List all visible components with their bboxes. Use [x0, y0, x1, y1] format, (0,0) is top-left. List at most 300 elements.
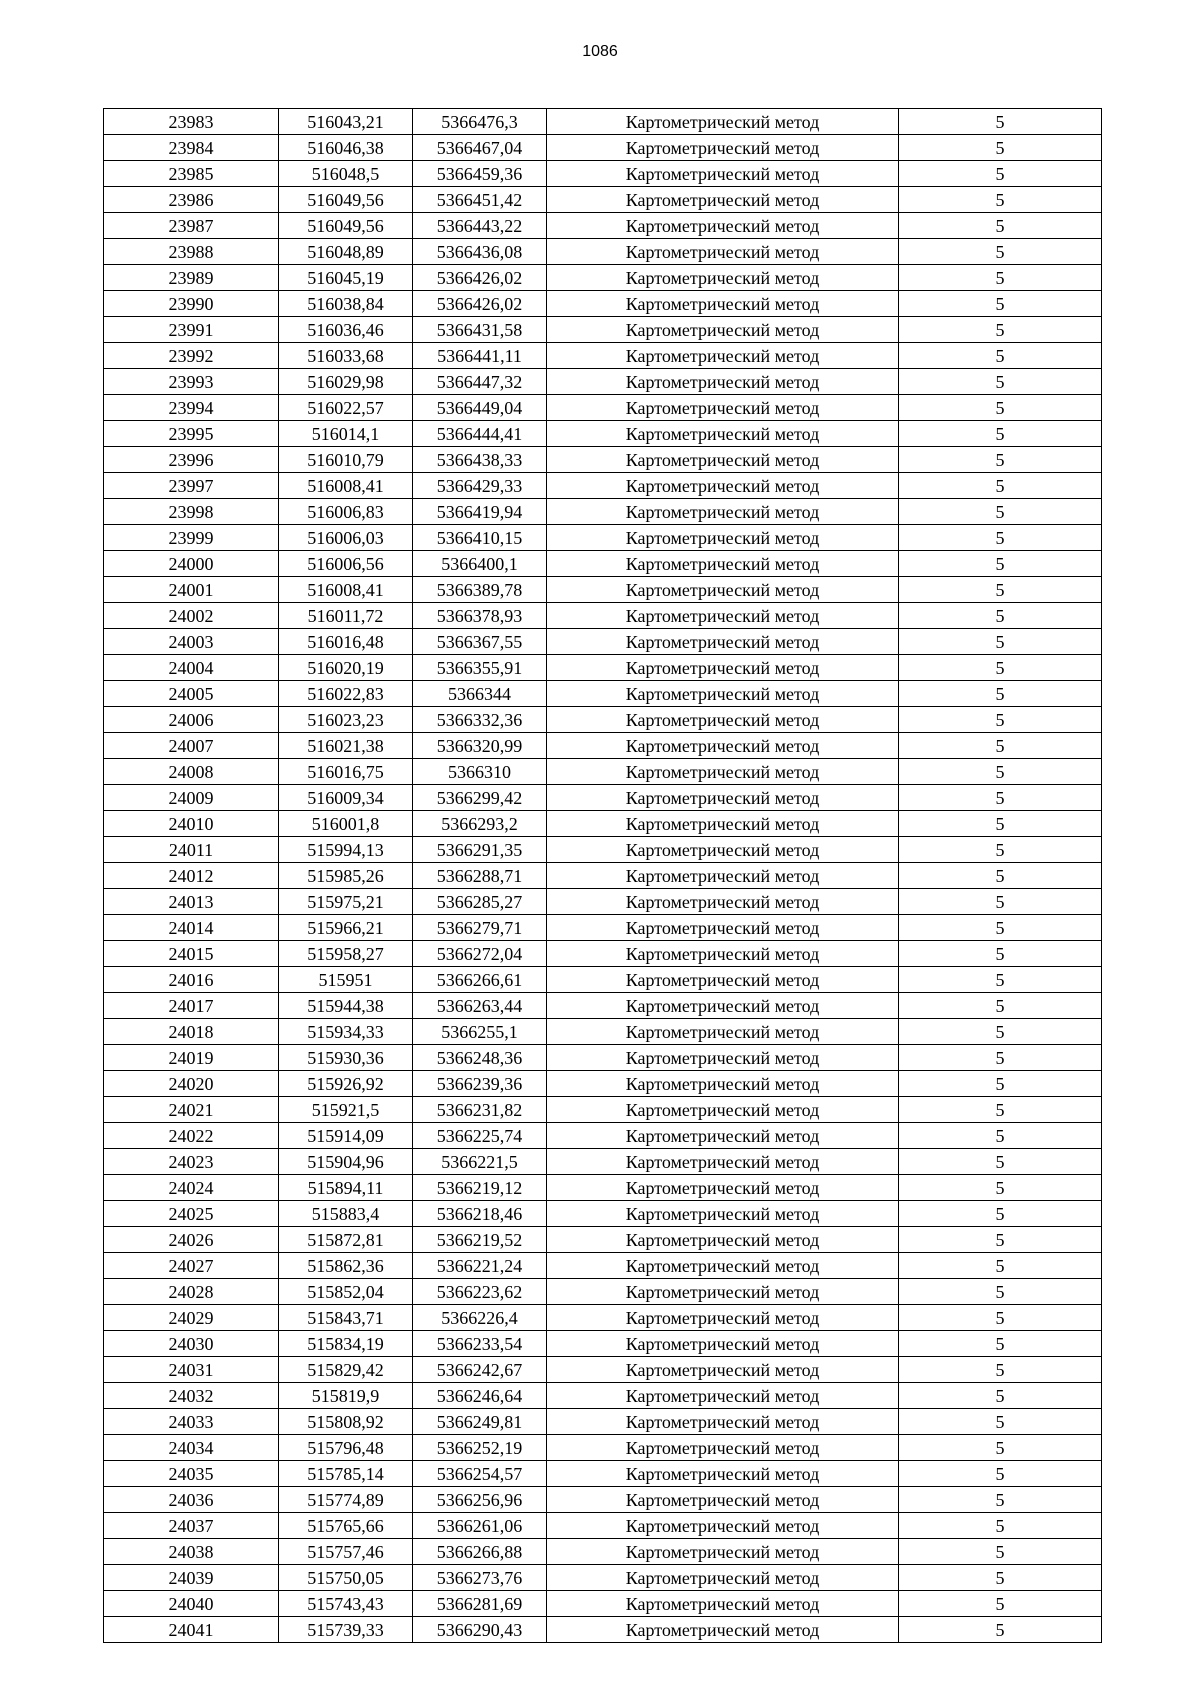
table-row [104, 161, 1102, 187]
x-coordinate-cell: 516045,19 [279, 265, 413, 291]
y-coordinate-cell: 5366231,82 [413, 1097, 547, 1123]
method-cell: Картометрический метод [547, 655, 899, 681]
y-coordinate-cell: 5366467,04 [413, 135, 547, 161]
method-cell: Картометрический метод [547, 1617, 899, 1643]
x-coordinate-cell: 516001,8 [279, 811, 413, 837]
accuracy-cell: 5 [899, 915, 1102, 941]
point-number-cell: 23983 [104, 109, 279, 135]
table-row [104, 1435, 1102, 1461]
point-number-cell: 24009 [104, 785, 279, 811]
accuracy-cell: 5 [899, 395, 1102, 421]
y-coordinate-cell: 5366218,46 [413, 1201, 547, 1227]
y-coordinate-cell: 5366223,62 [413, 1279, 547, 1305]
point-number-cell: 24011 [104, 837, 279, 863]
y-coordinate-cell: 5366378,93 [413, 603, 547, 629]
table-row [104, 291, 1102, 317]
method-cell: Картометрический метод [547, 187, 899, 213]
y-coordinate-cell: 5366219,12 [413, 1175, 547, 1201]
x-coordinate-cell: 515834,19 [279, 1331, 413, 1357]
table-row [104, 1591, 1102, 1617]
accuracy-cell: 5 [899, 1435, 1102, 1461]
method-cell: Картометрический метод [547, 681, 899, 707]
x-coordinate-cell: 515894,11 [279, 1175, 413, 1201]
table-row [104, 1383, 1102, 1409]
x-coordinate-cell: 515757,46 [279, 1539, 413, 1565]
table-row [104, 1617, 1102, 1643]
y-coordinate-cell: 5366443,22 [413, 213, 547, 239]
point-number-cell: 24033 [104, 1409, 279, 1435]
x-coordinate-cell: 515808,92 [279, 1409, 413, 1435]
method-cell: Картометрический метод [547, 967, 899, 993]
y-coordinate-cell: 5366288,71 [413, 863, 547, 889]
point-number-cell: 24019 [104, 1045, 279, 1071]
accuracy-cell: 5 [899, 1097, 1102, 1123]
method-cell: Картометрический метод [547, 421, 899, 447]
accuracy-cell: 5 [899, 187, 1102, 213]
table-row [104, 811, 1102, 837]
point-number-cell: 24039 [104, 1565, 279, 1591]
table-row [104, 1227, 1102, 1253]
table-row [104, 1019, 1102, 1045]
method-cell: Картометрический метод [547, 343, 899, 369]
point-number-cell: 23986 [104, 187, 279, 213]
point-number-cell: 23989 [104, 265, 279, 291]
accuracy-cell: 5 [899, 1019, 1102, 1045]
method-cell: Картометрический метод [547, 1019, 899, 1045]
x-coordinate-cell: 515872,81 [279, 1227, 413, 1253]
method-cell: Картометрический метод [547, 811, 899, 837]
y-coordinate-cell: 5366272,04 [413, 941, 547, 967]
x-coordinate-cell: 516006,83 [279, 499, 413, 525]
y-coordinate-cell: 5366273,76 [413, 1565, 547, 1591]
point-number-cell: 24041 [104, 1617, 279, 1643]
point-number-cell: 23999 [104, 525, 279, 551]
method-cell: Картометрический метод [547, 1565, 899, 1591]
x-coordinate-cell: 515829,42 [279, 1357, 413, 1383]
point-number-cell: 24021 [104, 1097, 279, 1123]
point-number-cell: 24038 [104, 1539, 279, 1565]
accuracy-cell: 5 [899, 1591, 1102, 1617]
point-number-cell: 24010 [104, 811, 279, 837]
method-cell: Картометрический метод [547, 1461, 899, 1487]
table-row [104, 1461, 1102, 1487]
point-number-cell: 23993 [104, 369, 279, 395]
method-cell: Картометрический метод [547, 889, 899, 915]
table-row [104, 1123, 1102, 1149]
x-coordinate-cell: 515852,04 [279, 1279, 413, 1305]
x-coordinate-cell: 515739,33 [279, 1617, 413, 1643]
y-coordinate-cell: 5366449,04 [413, 395, 547, 421]
x-coordinate-cell: 516016,48 [279, 629, 413, 655]
point-number-cell: 24002 [104, 603, 279, 629]
accuracy-cell: 5 [899, 317, 1102, 343]
method-cell: Картометрический метод [547, 135, 899, 161]
table-row [104, 317, 1102, 343]
method-cell: Картометрический метод [547, 993, 899, 1019]
point-number-cell: 23991 [104, 317, 279, 343]
point-number-cell: 24027 [104, 1253, 279, 1279]
table-row [104, 1565, 1102, 1591]
table-row [104, 603, 1102, 629]
point-number-cell: 24025 [104, 1201, 279, 1227]
table-row [104, 343, 1102, 369]
x-coordinate-cell: 516010,79 [279, 447, 413, 473]
accuracy-cell: 5 [899, 1409, 1102, 1435]
method-cell: Картометрический метод [547, 447, 899, 473]
method-cell: Картометрический метод [547, 1435, 899, 1461]
point-number-cell: 23998 [104, 499, 279, 525]
coordinates-table [103, 108, 1102, 1643]
point-number-cell: 24007 [104, 733, 279, 759]
point-number-cell: 24032 [104, 1383, 279, 1409]
x-coordinate-cell: 515985,26 [279, 863, 413, 889]
point-number-cell: 24005 [104, 681, 279, 707]
accuracy-cell: 5 [899, 1357, 1102, 1383]
y-coordinate-cell: 5366293,2 [413, 811, 547, 837]
x-coordinate-cell: 516022,83 [279, 681, 413, 707]
accuracy-cell: 5 [899, 1383, 1102, 1409]
table-row [104, 1045, 1102, 1071]
y-coordinate-cell: 5366476,3 [413, 109, 547, 135]
point-number-cell: 24013 [104, 889, 279, 915]
point-number-cell: 24015 [104, 941, 279, 967]
table-row [104, 1279, 1102, 1305]
page-number: 1086 [582, 43, 618, 60]
x-coordinate-cell: 516021,38 [279, 733, 413, 759]
accuracy-cell: 5 [899, 1253, 1102, 1279]
y-coordinate-cell: 5366226,4 [413, 1305, 547, 1331]
accuracy-cell: 5 [899, 889, 1102, 915]
accuracy-cell: 5 [899, 1123, 1102, 1149]
table-row [104, 395, 1102, 421]
x-coordinate-cell: 516011,72 [279, 603, 413, 629]
point-number-cell: 23990 [104, 291, 279, 317]
table-row [104, 1097, 1102, 1123]
y-coordinate-cell: 5366332,36 [413, 707, 547, 733]
accuracy-cell: 5 [899, 603, 1102, 629]
y-coordinate-cell: 5366248,36 [413, 1045, 547, 1071]
method-cell: Картометрический метод [547, 941, 899, 967]
y-coordinate-cell: 5366431,58 [413, 317, 547, 343]
y-coordinate-cell: 5366344 [413, 681, 547, 707]
accuracy-cell: 5 [899, 1045, 1102, 1071]
method-cell: Картометрический метод [547, 1487, 899, 1513]
y-coordinate-cell: 5366290,43 [413, 1617, 547, 1643]
method-cell: Картометрический метод [547, 1591, 899, 1617]
accuracy-cell: 5 [899, 1149, 1102, 1175]
x-coordinate-cell: 516036,46 [279, 317, 413, 343]
x-coordinate-cell: 516008,41 [279, 577, 413, 603]
accuracy-cell: 5 [899, 499, 1102, 525]
point-number-cell: 24031 [104, 1357, 279, 1383]
accuracy-cell: 5 [899, 291, 1102, 317]
y-coordinate-cell: 5366266,61 [413, 967, 547, 993]
method-cell: Картометрический метод [547, 213, 899, 239]
method-cell: Картометрический метод [547, 1253, 899, 1279]
x-coordinate-cell: 516006,56 [279, 551, 413, 577]
y-coordinate-cell: 5366355,91 [413, 655, 547, 681]
x-coordinate-cell: 515934,33 [279, 1019, 413, 1045]
table-row [104, 1175, 1102, 1201]
method-cell: Картометрический метод [547, 1539, 899, 1565]
accuracy-cell: 5 [899, 551, 1102, 577]
accuracy-cell: 5 [899, 135, 1102, 161]
point-number-cell: 24026 [104, 1227, 279, 1253]
y-coordinate-cell: 5366410,15 [413, 525, 547, 551]
table-row [104, 863, 1102, 889]
table-row [104, 577, 1102, 603]
x-coordinate-cell: 515750,05 [279, 1565, 413, 1591]
coordinates-table-body [104, 109, 1102, 1643]
accuracy-cell: 5 [899, 421, 1102, 447]
y-coordinate-cell: 5366441,11 [413, 343, 547, 369]
point-number-cell: 24035 [104, 1461, 279, 1487]
accuracy-cell: 5 [899, 161, 1102, 187]
x-coordinate-cell: 515765,66 [279, 1513, 413, 1539]
y-coordinate-cell: 5366436,08 [413, 239, 547, 265]
y-coordinate-cell: 5366429,33 [413, 473, 547, 499]
table-row [104, 1149, 1102, 1175]
accuracy-cell: 5 [899, 1539, 1102, 1565]
accuracy-cell: 5 [899, 629, 1102, 655]
point-number-cell: 23987 [104, 213, 279, 239]
x-coordinate-cell: 516048,5 [279, 161, 413, 187]
y-coordinate-cell: 5366299,42 [413, 785, 547, 811]
accuracy-cell: 5 [899, 1279, 1102, 1305]
y-coordinate-cell: 5366219,52 [413, 1227, 547, 1253]
method-cell: Картометрический метод [547, 265, 899, 291]
x-coordinate-cell: 515862,36 [279, 1253, 413, 1279]
accuracy-cell: 5 [899, 759, 1102, 785]
x-coordinate-cell: 515944,38 [279, 993, 413, 1019]
x-coordinate-cell: 516048,89 [279, 239, 413, 265]
x-coordinate-cell: 516016,75 [279, 759, 413, 785]
point-number-cell: 24000 [104, 551, 279, 577]
x-coordinate-cell: 515843,71 [279, 1305, 413, 1331]
point-number-cell: 24017 [104, 993, 279, 1019]
method-cell: Картометрический метод [547, 1149, 899, 1175]
y-coordinate-cell: 5366426,02 [413, 291, 547, 317]
method-cell: Картометрический метод [547, 1513, 899, 1539]
table-row [104, 1331, 1102, 1357]
table-row [104, 369, 1102, 395]
accuracy-cell: 5 [899, 811, 1102, 837]
point-number-cell: 24016 [104, 967, 279, 993]
x-coordinate-cell: 516020,19 [279, 655, 413, 681]
accuracy-cell: 5 [899, 1305, 1102, 1331]
accuracy-cell: 5 [899, 655, 1102, 681]
method-cell: Картометрический метод [547, 733, 899, 759]
accuracy-cell: 5 [899, 577, 1102, 603]
x-coordinate-cell: 515819,9 [279, 1383, 413, 1409]
method-cell: Картометрический метод [547, 473, 899, 499]
point-number-cell: 24022 [104, 1123, 279, 1149]
method-cell: Картометрический метод [547, 239, 899, 265]
x-coordinate-cell: 515914,09 [279, 1123, 413, 1149]
y-coordinate-cell: 5366254,57 [413, 1461, 547, 1487]
x-coordinate-cell: 516038,84 [279, 291, 413, 317]
accuracy-cell: 5 [899, 1071, 1102, 1097]
method-cell: Картометрический метод [547, 1071, 899, 1097]
y-coordinate-cell: 5366426,02 [413, 265, 547, 291]
method-cell: Картометрический метод [547, 1279, 899, 1305]
point-number-cell: 24014 [104, 915, 279, 941]
x-coordinate-cell: 516023,23 [279, 707, 413, 733]
y-coordinate-cell: 5366263,44 [413, 993, 547, 1019]
x-coordinate-cell: 515966,21 [279, 915, 413, 941]
table-row [104, 213, 1102, 239]
table-row [104, 1071, 1102, 1097]
x-coordinate-cell: 516033,68 [279, 343, 413, 369]
y-coordinate-cell: 5366320,99 [413, 733, 547, 759]
x-coordinate-cell: 516029,98 [279, 369, 413, 395]
method-cell: Картометрический метод [547, 525, 899, 551]
accuracy-cell: 5 [899, 707, 1102, 733]
accuracy-cell: 5 [899, 239, 1102, 265]
table-row [104, 187, 1102, 213]
accuracy-cell: 5 [899, 993, 1102, 1019]
method-cell: Картометрический метод [547, 161, 899, 187]
table-row [104, 889, 1102, 915]
table-row [104, 707, 1102, 733]
y-coordinate-cell: 5366261,06 [413, 1513, 547, 1539]
accuracy-cell: 5 [899, 1617, 1102, 1643]
accuracy-cell: 5 [899, 733, 1102, 759]
x-coordinate-cell: 515975,21 [279, 889, 413, 915]
y-coordinate-cell: 5366400,1 [413, 551, 547, 577]
y-coordinate-cell: 5366239,36 [413, 1071, 547, 1097]
y-coordinate-cell: 5366281,69 [413, 1591, 547, 1617]
point-number-cell: 23997 [104, 473, 279, 499]
point-number-cell: 24040 [104, 1591, 279, 1617]
accuracy-cell: 5 [899, 1201, 1102, 1227]
x-coordinate-cell: 515883,4 [279, 1201, 413, 1227]
y-coordinate-cell: 5366451,42 [413, 187, 547, 213]
method-cell: Картометрический метод [547, 785, 899, 811]
method-cell: Картометрический метод [547, 1227, 899, 1253]
table-row [104, 915, 1102, 941]
table-row [104, 681, 1102, 707]
x-coordinate-cell: 515796,48 [279, 1435, 413, 1461]
table-row [104, 109, 1102, 135]
method-cell: Картометрический метод [547, 291, 899, 317]
accuracy-cell: 5 [899, 265, 1102, 291]
table-row [104, 265, 1102, 291]
method-cell: Картометрический метод [547, 1409, 899, 1435]
point-number-cell: 24012 [104, 863, 279, 889]
method-cell: Картометрический метод [547, 109, 899, 135]
x-coordinate-cell: 516043,21 [279, 109, 413, 135]
y-coordinate-cell: 5366221,5 [413, 1149, 547, 1175]
accuracy-cell: 5 [899, 109, 1102, 135]
accuracy-cell: 5 [899, 1461, 1102, 1487]
table-row [104, 1513, 1102, 1539]
method-cell: Картометрический метод [547, 837, 899, 863]
table-row [104, 551, 1102, 577]
method-cell: Картометрический метод [547, 1097, 899, 1123]
x-coordinate-cell: 516022,57 [279, 395, 413, 421]
point-number-cell: 23996 [104, 447, 279, 473]
point-number-cell: 24023 [104, 1149, 279, 1175]
table-row [104, 967, 1102, 993]
y-coordinate-cell: 5366255,1 [413, 1019, 547, 1045]
x-coordinate-cell: 515904,96 [279, 1149, 413, 1175]
point-number-cell: 23994 [104, 395, 279, 421]
x-coordinate-cell: 516049,56 [279, 213, 413, 239]
point-number-cell: 24008 [104, 759, 279, 785]
x-coordinate-cell: 515743,43 [279, 1591, 413, 1617]
method-cell: Картометрический метод [547, 863, 899, 889]
point-number-cell: 24028 [104, 1279, 279, 1305]
method-cell: Картометрический метод [547, 1123, 899, 1149]
method-cell: Картометрический метод [547, 551, 899, 577]
method-cell: Картометрический метод [547, 1045, 899, 1071]
method-cell: Картометрический метод [547, 395, 899, 421]
table-row [104, 733, 1102, 759]
accuracy-cell: 5 [899, 681, 1102, 707]
y-coordinate-cell: 5366419,94 [413, 499, 547, 525]
y-coordinate-cell: 5366279,71 [413, 915, 547, 941]
point-number-cell: 23985 [104, 161, 279, 187]
y-coordinate-cell: 5366438,33 [413, 447, 547, 473]
method-cell: Картометрический метод [547, 707, 899, 733]
table-row [104, 135, 1102, 161]
table-row [104, 1539, 1102, 1565]
y-coordinate-cell: 5366242,67 [413, 1357, 547, 1383]
y-coordinate-cell: 5366233,54 [413, 1331, 547, 1357]
table-row [104, 629, 1102, 655]
y-coordinate-cell: 5366225,74 [413, 1123, 547, 1149]
table-row [104, 421, 1102, 447]
table-row [104, 655, 1102, 681]
accuracy-cell: 5 [899, 343, 1102, 369]
point-number-cell: 23995 [104, 421, 279, 447]
method-cell: Картометрический метод [547, 1331, 899, 1357]
point-number-cell: 24036 [104, 1487, 279, 1513]
table-row [104, 1253, 1102, 1279]
point-number-cell: 24006 [104, 707, 279, 733]
table-row [104, 785, 1102, 811]
method-cell: Картометрический метод [547, 1201, 899, 1227]
x-coordinate-cell: 515926,92 [279, 1071, 413, 1097]
x-coordinate-cell: 516046,38 [279, 135, 413, 161]
table-row [104, 525, 1102, 551]
accuracy-cell: 5 [899, 1175, 1102, 1201]
y-coordinate-cell: 5366447,32 [413, 369, 547, 395]
x-coordinate-cell: 515994,13 [279, 837, 413, 863]
y-coordinate-cell: 5366389,78 [413, 577, 547, 603]
point-number-cell: 24001 [104, 577, 279, 603]
point-number-cell: 23992 [104, 343, 279, 369]
x-coordinate-cell: 516006,03 [279, 525, 413, 551]
x-coordinate-cell: 516008,41 [279, 473, 413, 499]
y-coordinate-cell: 5366246,64 [413, 1383, 547, 1409]
table-row [104, 1305, 1102, 1331]
point-number-cell: 24020 [104, 1071, 279, 1097]
method-cell: Картометрический метод [547, 629, 899, 655]
y-coordinate-cell: 5366285,27 [413, 889, 547, 915]
method-cell: Картометрический метод [547, 603, 899, 629]
accuracy-cell: 5 [899, 473, 1102, 499]
x-coordinate-cell: 515921,5 [279, 1097, 413, 1123]
method-cell: Картометрический метод [547, 1357, 899, 1383]
x-coordinate-cell: 515930,36 [279, 1045, 413, 1071]
table-row [104, 837, 1102, 863]
method-cell: Картометрический метод [547, 577, 899, 603]
table-row [104, 759, 1102, 785]
y-coordinate-cell: 5366252,19 [413, 1435, 547, 1461]
method-cell: Картометрический метод [547, 1383, 899, 1409]
